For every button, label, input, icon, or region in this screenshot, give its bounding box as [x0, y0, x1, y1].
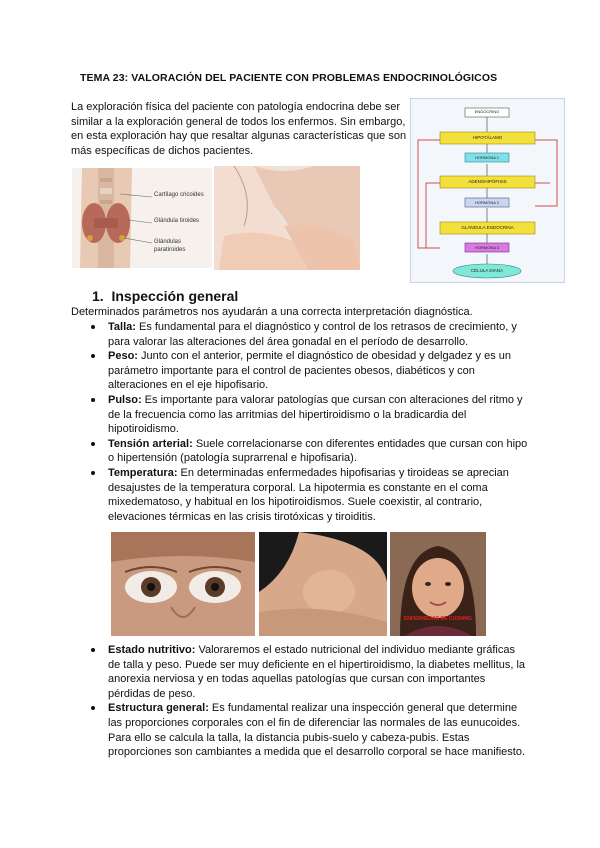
intro-paragraph: La exploración física del paciente con patología endocrina debe ser similar a la exploración general de todos los enfermos. Sin embargo, en esta exploración hay que resaltar algunas características que son más específicas de dichos pacientes.	[71, 101, 407, 157]
parameter-list-top	[90, 320, 530, 524]
list-item: Peso: Junto con el anterior, permite el diagnóstico de obesidad y delgadez y es un parámetro importante para el control de pacientes obesos, diabéticos y con alteraciones en el eje hipofisario.	[90, 349, 530, 393]
flow-box-hipotalamo: HIPOTÁLAMO	[472, 135, 503, 140]
flow-box-hormona-1: HORMONA 1	[474, 155, 499, 160]
label-parathyroid: Glándulas paratiroides	[154, 239, 186, 253]
hormone-axis-flowchart	[410, 98, 565, 283]
exophthalmos-photo	[111, 532, 255, 636]
list-item: Temperatura: En determinadas enfermedades hipofisarias y tiroideas se aprecian desajustes de la temperatura corporal. La hipotermia es constante en el coma mixedematoso, y habitual en los hipotiroidismos. Suele coexistir, al contrario, elevaciones térmicas en las crisis tirotóxicas y tiroiditis.	[90, 466, 530, 524]
list-item: Estructura general: Es fundamental realizar una inspección general que determine las proporciones corporales con el fin de diferenciar las normales de las eunucoides. Para ello se calcula la talla, la distancia pubis-suelo y cabeza-pubis. Estas proporciones son cambiantes a medida que el desarrollo corporal se hace manifiesto.	[90, 701, 530, 759]
list-item: Pulso: Es importante para valorar patologías que cursan con alteraciones del ritmo y de la frecuencia como las arritmias del hipertiroidismo o la bradicardia del hipotiroidismo.	[90, 393, 530, 437]
photo-caption: ENFERMEDAD DE CUSHING	[403, 616, 473, 622]
page-title: TEMA 23: VALORACIÓN DEL PACIENTE CON PROBLEMAS ENDOCRINOLÓGICOS	[80, 72, 498, 84]
flow-box-hormona-2: HORMONA 2	[474, 200, 499, 205]
label-cricoid: Cartílago cricoides	[154, 192, 204, 198]
neck-goiter-photo	[259, 532, 387, 636]
flow-box-hormona-3: HORMONA 3	[474, 245, 499, 250]
section-title: Inspección general	[111, 288, 239, 304]
list-item: Talla: Es fundamental para el diagnóstico y control de los retrasos de crecimiento, y para valorar las alteraciones del área gonadal en el período de desarrollo.	[90, 320, 530, 349]
section-number: 1.	[92, 288, 104, 304]
label-thyroid: Glándula tiroides	[154, 218, 200, 224]
cushing-photo	[390, 532, 486, 636]
parameter-list-bottom	[90, 643, 530, 760]
section-heading	[92, 288, 238, 304]
list-item: Estado nutritivo: Valoraremos el estado nutricional del individuo mediante gráficas de talla y peso. Puede ser muy deficiente en el hipertiroidismo, la diabetes mellitus, la anorexia nerviosa y en todas aquellas patologías que cursan con importantes pérdidas de peso.	[90, 643, 530, 701]
section-lead: Determinados parámetros nos ayudarán a una correcta interpretación diagnóstica.	[71, 306, 473, 318]
thyroid-anatomy-figure	[72, 168, 212, 268]
flow-box-endocrino: ENDOCRINO	[474, 109, 500, 114]
neck-palpation-photo	[214, 166, 360, 270]
flow-box-glandula-endocrina: GLÁNDULA ENDOCRINA	[461, 225, 514, 230]
flow-box-adenohipofisis: ADENOHIPÓFISIS	[468, 179, 507, 184]
flow-box-celula-diana: CÉLULA DIANA	[470, 268, 504, 273]
list-item: Tensión arterial: Suele correlacionarse con diferentes entidades que cursan con hipo o hipertensión (patología suprarrenal e hipofisaria).	[90, 437, 530, 466]
